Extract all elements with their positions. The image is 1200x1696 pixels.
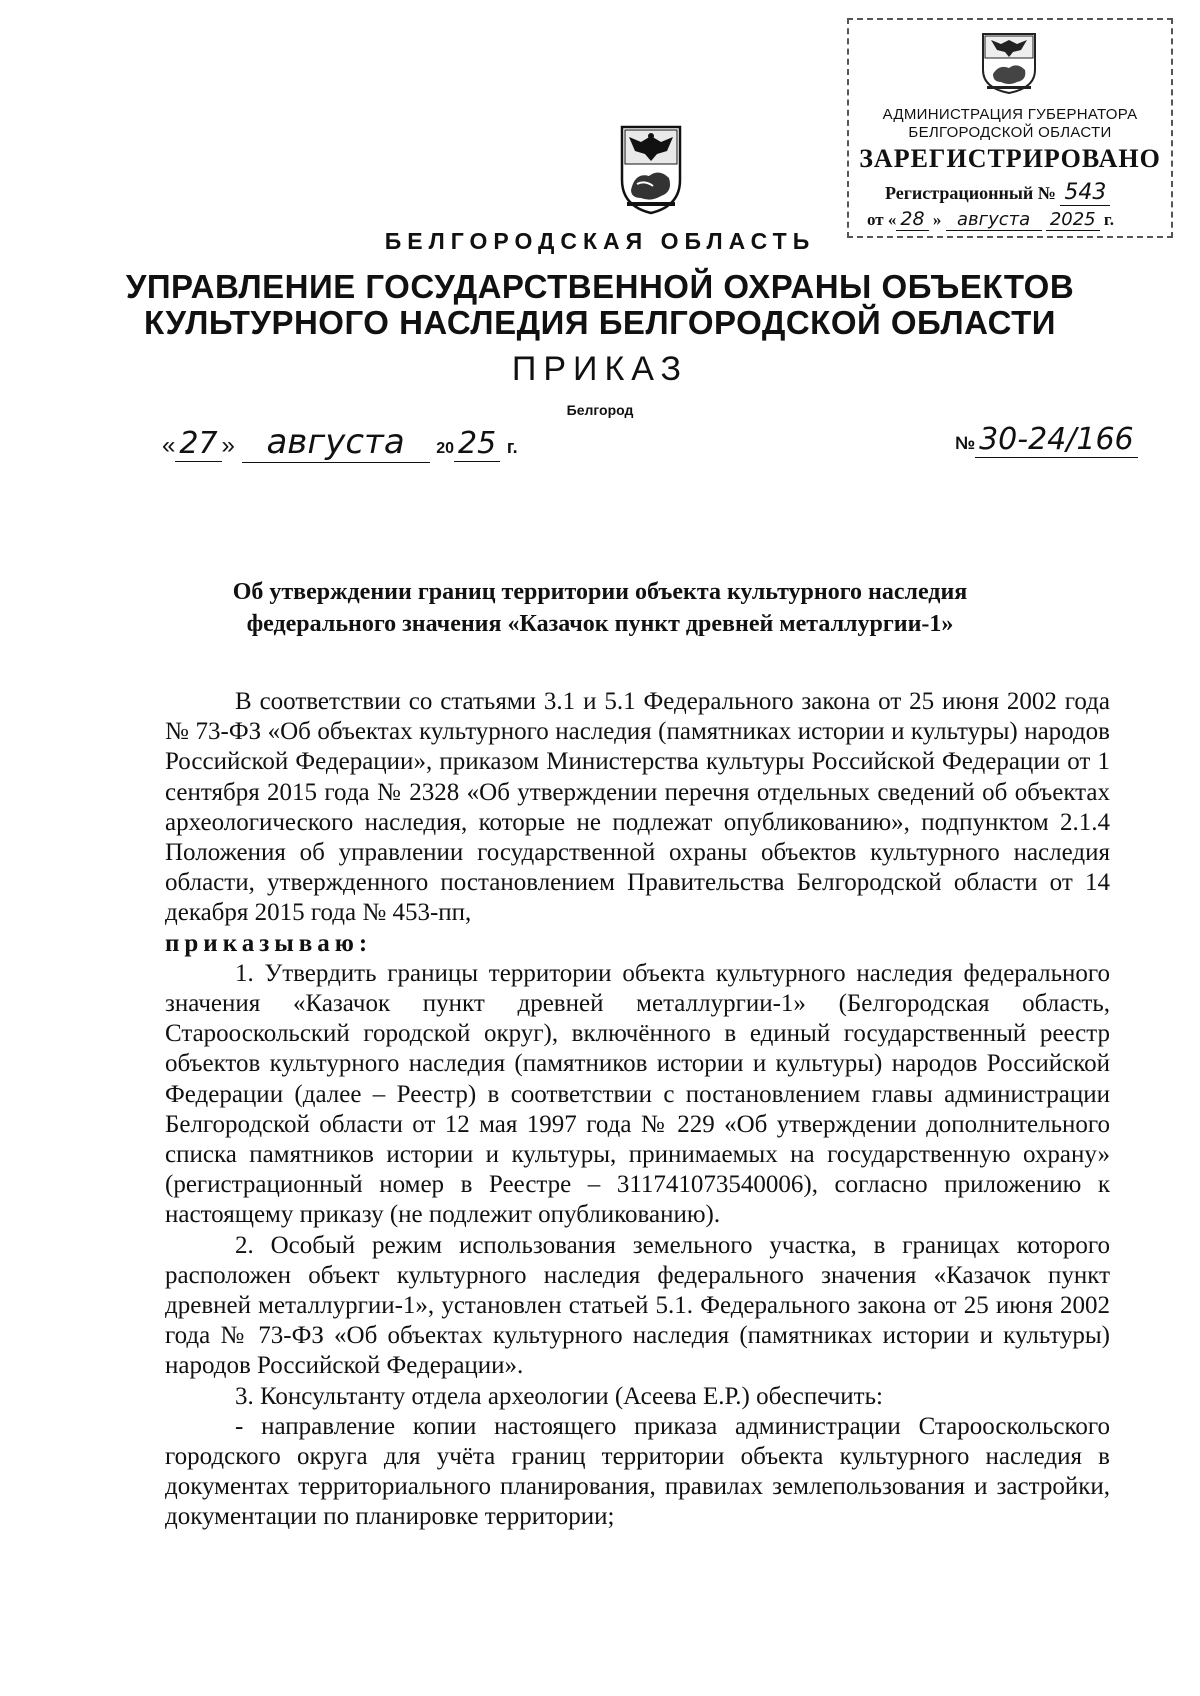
stamp-reg-line [885, 180, 1110, 206]
subject-line1: Об утверждении границ территории объекта культурного наследия [232, 579, 968, 605]
preamble-paragraph: В соответствии со статьями 3.1 и 5.1 Федерального закона от 25 июня 2002 года № 73-ФЗ «Об объектах культурного наследия (памятниках истории и культуры) народов Российской Федерации», приказом Министерства культуры Российской Федерации от 1 сентября 2015 года № 2328 «Об утверждении перечня отдельных сведений об объектах археологического наследия, которые не подлежат опубликованию», подпунктом 2.1.4 Положения об управлении государственной охраны объектов культурного наследия области, утвержденного постановлением Правительства Белгородской области от 14 декабря 2015 года № 453-пп, [165, 688, 1110, 927]
document-subject [150, 576, 1050, 640]
clause-3-item: - направление копии настоящего приказа администрации Старооскольского городского округа для учёта границ территории объекта культурного наследия в документах территориального планирования, правилах землепользования и застройки, документации по планировке территории; [165, 1412, 1110, 1531]
stamp-date-suffix: г. [1103, 210, 1114, 229]
date-close-quote: » [221, 432, 235, 459]
decree-word: приказываю: [165, 929, 373, 957]
stamp-org-line1: АДМИНИСТРАЦИЯ ГУБЕРНАТОРА [882, 106, 1138, 123]
stamp-status: ЗАРЕГИСТРИРОВАНО [859, 144, 1161, 173]
stamp-reg-label: Регистрационный № [885, 183, 1056, 203]
city-label: Белгород [566, 402, 634, 418]
stamp-date-year: 2025 [1046, 209, 1100, 231]
registration-stamp [847, 18, 1173, 238]
clause-3: 3. Консультанту отдела археологии (Асеева Е.Р.) обеспечить: [235, 1382, 883, 1410]
order-date [162, 422, 518, 463]
emblem-icon [619, 124, 683, 216]
region-title: БЕЛГОРОДСКАЯ ОБЛАСТЬ [384, 228, 816, 254]
stamp-date-month: августа [946, 209, 1042, 231]
clause-1: 1. Утвердить границы территории объекта культурного наследия федерального значения «Казачок пункт древней металлургии-1» (Белгородская область, Старооскольский городской округ), включённого в единый государственный реестр объектов культурного наследия (памятников истории и культуры) народов Российской Федерации (далее – Реестр) в соответствии с постановлением главы администрации Белгородской области от 12 мая 1997 года № 229 «Об утверждении дополнительного списка памятников истории и культуры, принимаемых на государственную охрану» (регистрационный номер в Реестре – 311741073540006), согласно приложению к настоящему приказу (не подлежит опубликованию). [165, 959, 1110, 1229]
department-title-line2: КУЛЬТУРНОГО НАСЛЕДИЯ БЕЛГОРОДСКОЙ ОБЛАСТИ [144, 304, 1056, 341]
date-open-quote: « [162, 432, 176, 459]
stamp-reg-number: 543 [1060, 180, 1110, 206]
order-day: 27 [175, 426, 221, 462]
coat-of-arms-icon [979, 30, 1039, 96]
stamp-date-prefix: от « [867, 210, 897, 229]
document-type: ПРИКАЗ [511, 350, 689, 388]
order-number-line [955, 422, 1138, 458]
stamp-date-day: 28 [896, 208, 928, 231]
stamp-date-mid: » [932, 210, 942, 229]
order-year-unit: г. [506, 437, 518, 457]
subject-line2: федерального значения «Казачок пункт древней металлургии-1» [246, 611, 954, 637]
document-body [165, 687, 1110, 1533]
stamp-org-line2: БЕЛГОРОДСКОЙ ОБЛАСТИ [908, 124, 1112, 141]
order-month: августа [242, 422, 430, 463]
order-number: 30-24/166 [975, 422, 1138, 458]
department-title-line1: УПРАВЛЕНИЕ ГОСУДАРСТВЕННОЙ ОХРАНЫ ОБЪЕКТОВ [125, 268, 1075, 305]
order-number-label: № [955, 433, 976, 453]
order-year-suffix: 25 [454, 426, 500, 462]
clause-2: 2. Особый режим использования земельного участка, в границах которого расположен объект культурного наследия федерального значения «Казачок пункт древней металлургии-1», установлен статьей 5.1. Федерального закона от 25 июня 2002 года № 73-ФЗ «Об объектах культурного наследия (памятниках истории и культуры) народов Российской Федерации». [165, 1231, 1110, 1380]
order-year-prefix: 20 [436, 440, 455, 457]
